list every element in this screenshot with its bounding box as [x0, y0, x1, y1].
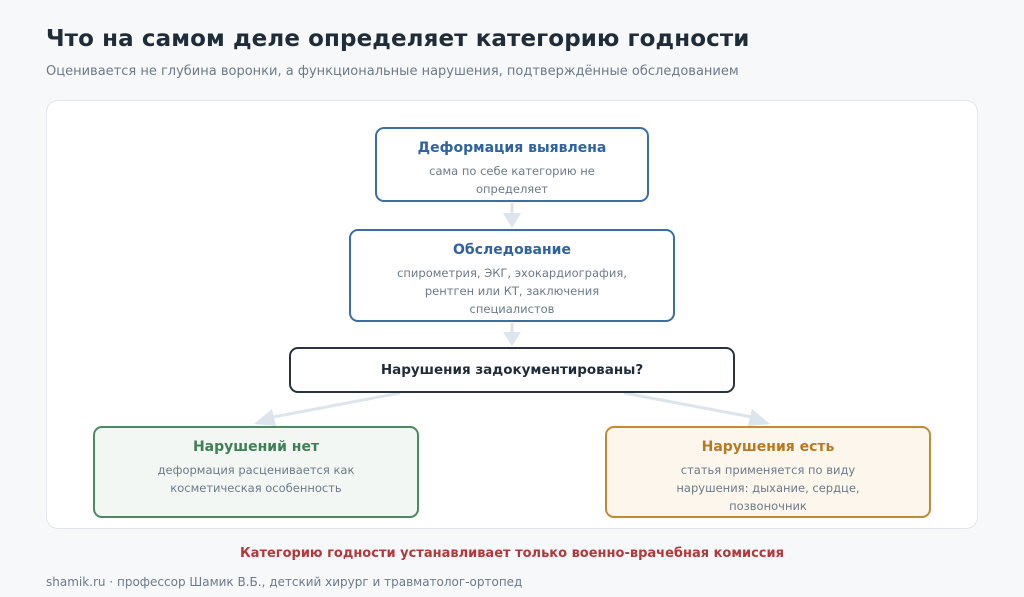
node-deformation: [375, 127, 649, 202]
footer-credit: shamik.ru · профессор Шамик В.Б., детский хирург и травматолог-ортопед: [46, 575, 523, 589]
node-examination-desc: спирометрия, ЭКГ, эхокардиография, рентген или КТ, заключения специалистов: [397, 266, 627, 316]
node-has-violations-title: Нарушения есть: [701, 439, 835, 455]
node-examination: [349, 229, 675, 322]
node-no-violations-desc: деформация расценивается как косметическая особенность: [157, 463, 355, 495]
page-subtitle: Оценивается не глубина воронки, а функциональные нарушения, подтверждённые обследованием: [46, 64, 739, 79]
node-examination-title: Обследование: [453, 242, 571, 258]
node-question: [289, 347, 735, 393]
node-deformation-desc: сама по себе категорию не определяет: [429, 164, 595, 196]
node-has-violations-desc: статья применяется по виду нарушения: дыхание, сердце, позвоночник: [676, 463, 860, 513]
conclusion-note: Категорию годности устанавливает только военно-врачебная комиссия: [240, 546, 784, 561]
node-no-violations: [93, 426, 419, 518]
node-question-title: Нарушения задокументированы?: [380, 362, 644, 378]
node-deformation-title: Деформация выявлена: [417, 140, 607, 156]
node-no-violations-title: Нарушений нет: [192, 439, 320, 455]
node-has-violations: [605, 426, 931, 518]
page-title: Что на самом деле определяет категорию годности: [46, 26, 750, 52]
